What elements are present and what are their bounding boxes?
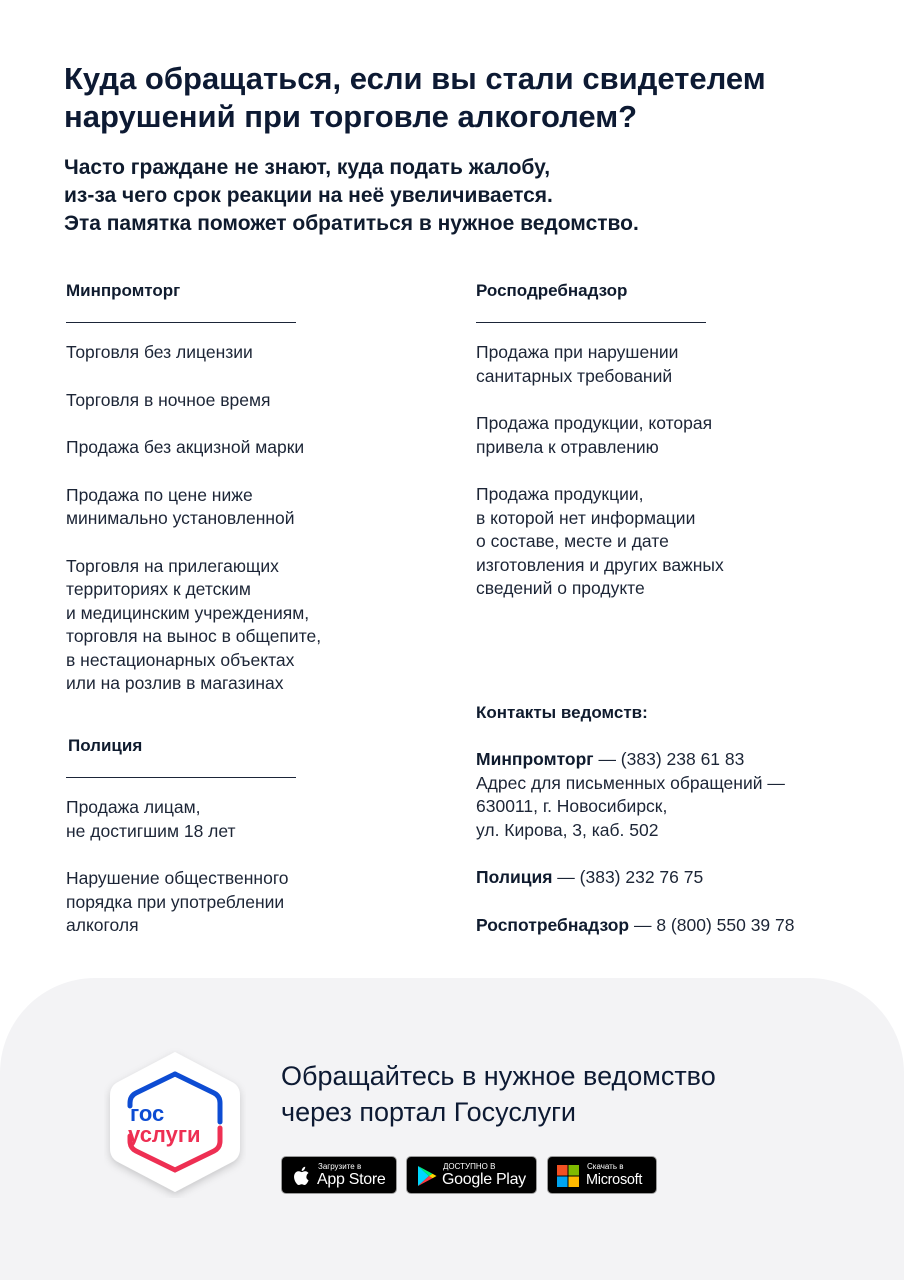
logo-text-uslugi: услуги	[128, 1122, 201, 1147]
app-store-caption: Загрузите в	[318, 1162, 362, 1171]
list-item: Продажа без акцизной марки	[66, 437, 305, 457]
apple-icon	[290, 1164, 314, 1188]
contact-item	[476, 748, 876, 842]
microsoft-caption: Скачать в	[587, 1162, 624, 1171]
contact-name: Минпромторг	[476, 749, 594, 769]
contacts-block	[476, 702, 876, 961]
contact-details: — 8 (800) 550 39 78	[629, 914, 795, 935]
logo-text-gos: гос	[130, 1101, 165, 1126]
section-police	[66, 735, 426, 962]
list-item: Продажа продукции, в которой нет информации о составе, месте и дате изготовления и других важных сведений о продукте	[476, 484, 724, 598]
contact-details: — (383) 238 61 83 Адрес для письменных обращений — 630011, г. Новосибирск, ул. Кирова, 3, каб. 502	[476, 749, 785, 840]
list-item: Торговля в ночное время	[66, 389, 271, 410]
app-store-label: App Store	[317, 1171, 386, 1188]
google-play-caption: ДОСТУПНО В	[443, 1162, 496, 1171]
section-divider	[476, 322, 706, 323]
contact-item	[476, 914, 876, 938]
list-item: Продажа продукции, которая привела к отравлению	[476, 413, 713, 457]
section-title-rospotrebnadzor: Росподребнадзор	[476, 281, 628, 300]
contact-name: Роспотребнадзор	[476, 914, 630, 935]
google-play-label: Google Play	[442, 1171, 526, 1188]
microsoft-store-button[interactable]	[547, 1156, 657, 1194]
contact-item	[476, 866, 876, 890]
page-subtitle: Часто граждане не знают, куда подать жалобу, из-за чего срок реакции на неё увеличивается. Эта памятка поможет обратиться в нужное ведомство.	[64, 156, 639, 235]
google-play-icon	[415, 1164, 439, 1188]
list-item: Торговля без лицензии	[66, 342, 253, 362]
contact-name: Полиция	[476, 867, 553, 887]
section-title-police: Полиция	[68, 736, 143, 755]
footer-cta-text: Обращайтесь в нужное ведомство через портал Госуслуги	[281, 1061, 716, 1127]
section-minpromtorg	[66, 280, 426, 720]
app-store-button[interactable]	[281, 1156, 397, 1194]
contact-details: — (383) 232 76 75	[552, 867, 704, 887]
page-title: Куда обращаться, если вы стали свидетелем нарушений при торговле алкоголем?	[64, 61, 766, 134]
gosuslugi-logo	[104, 1046, 246, 1198]
list-item: Продажа при нарушении санитарных требований	[476, 342, 679, 386]
list-item: Торговля на прилегающих территориях к детским и медицинским учреждениям, торговля на вынос в общепите, в нестационарных объектах или на розлив в магазинах	[66, 555, 322, 693]
section-divider	[66, 777, 296, 778]
google-play-button[interactable]	[406, 1156, 537, 1194]
list-item: Нарушение общественного порядка при употреблении алкоголя	[66, 868, 289, 935]
list-item: Продажа по цене ниже минимально установленной	[66, 484, 295, 528]
microsoft-label: Microsoft	[586, 1172, 643, 1188]
section-title-minpromtorg: Минпромторг	[66, 281, 181, 300]
section-divider	[66, 322, 296, 323]
list-item: Продажа лицам, не достигшим 18 лет	[66, 797, 236, 841]
section-rospotrebnadzor	[476, 280, 856, 625]
contacts-title: Контакты ведомств:	[476, 703, 648, 722]
microsoft-icon	[556, 1164, 580, 1188]
